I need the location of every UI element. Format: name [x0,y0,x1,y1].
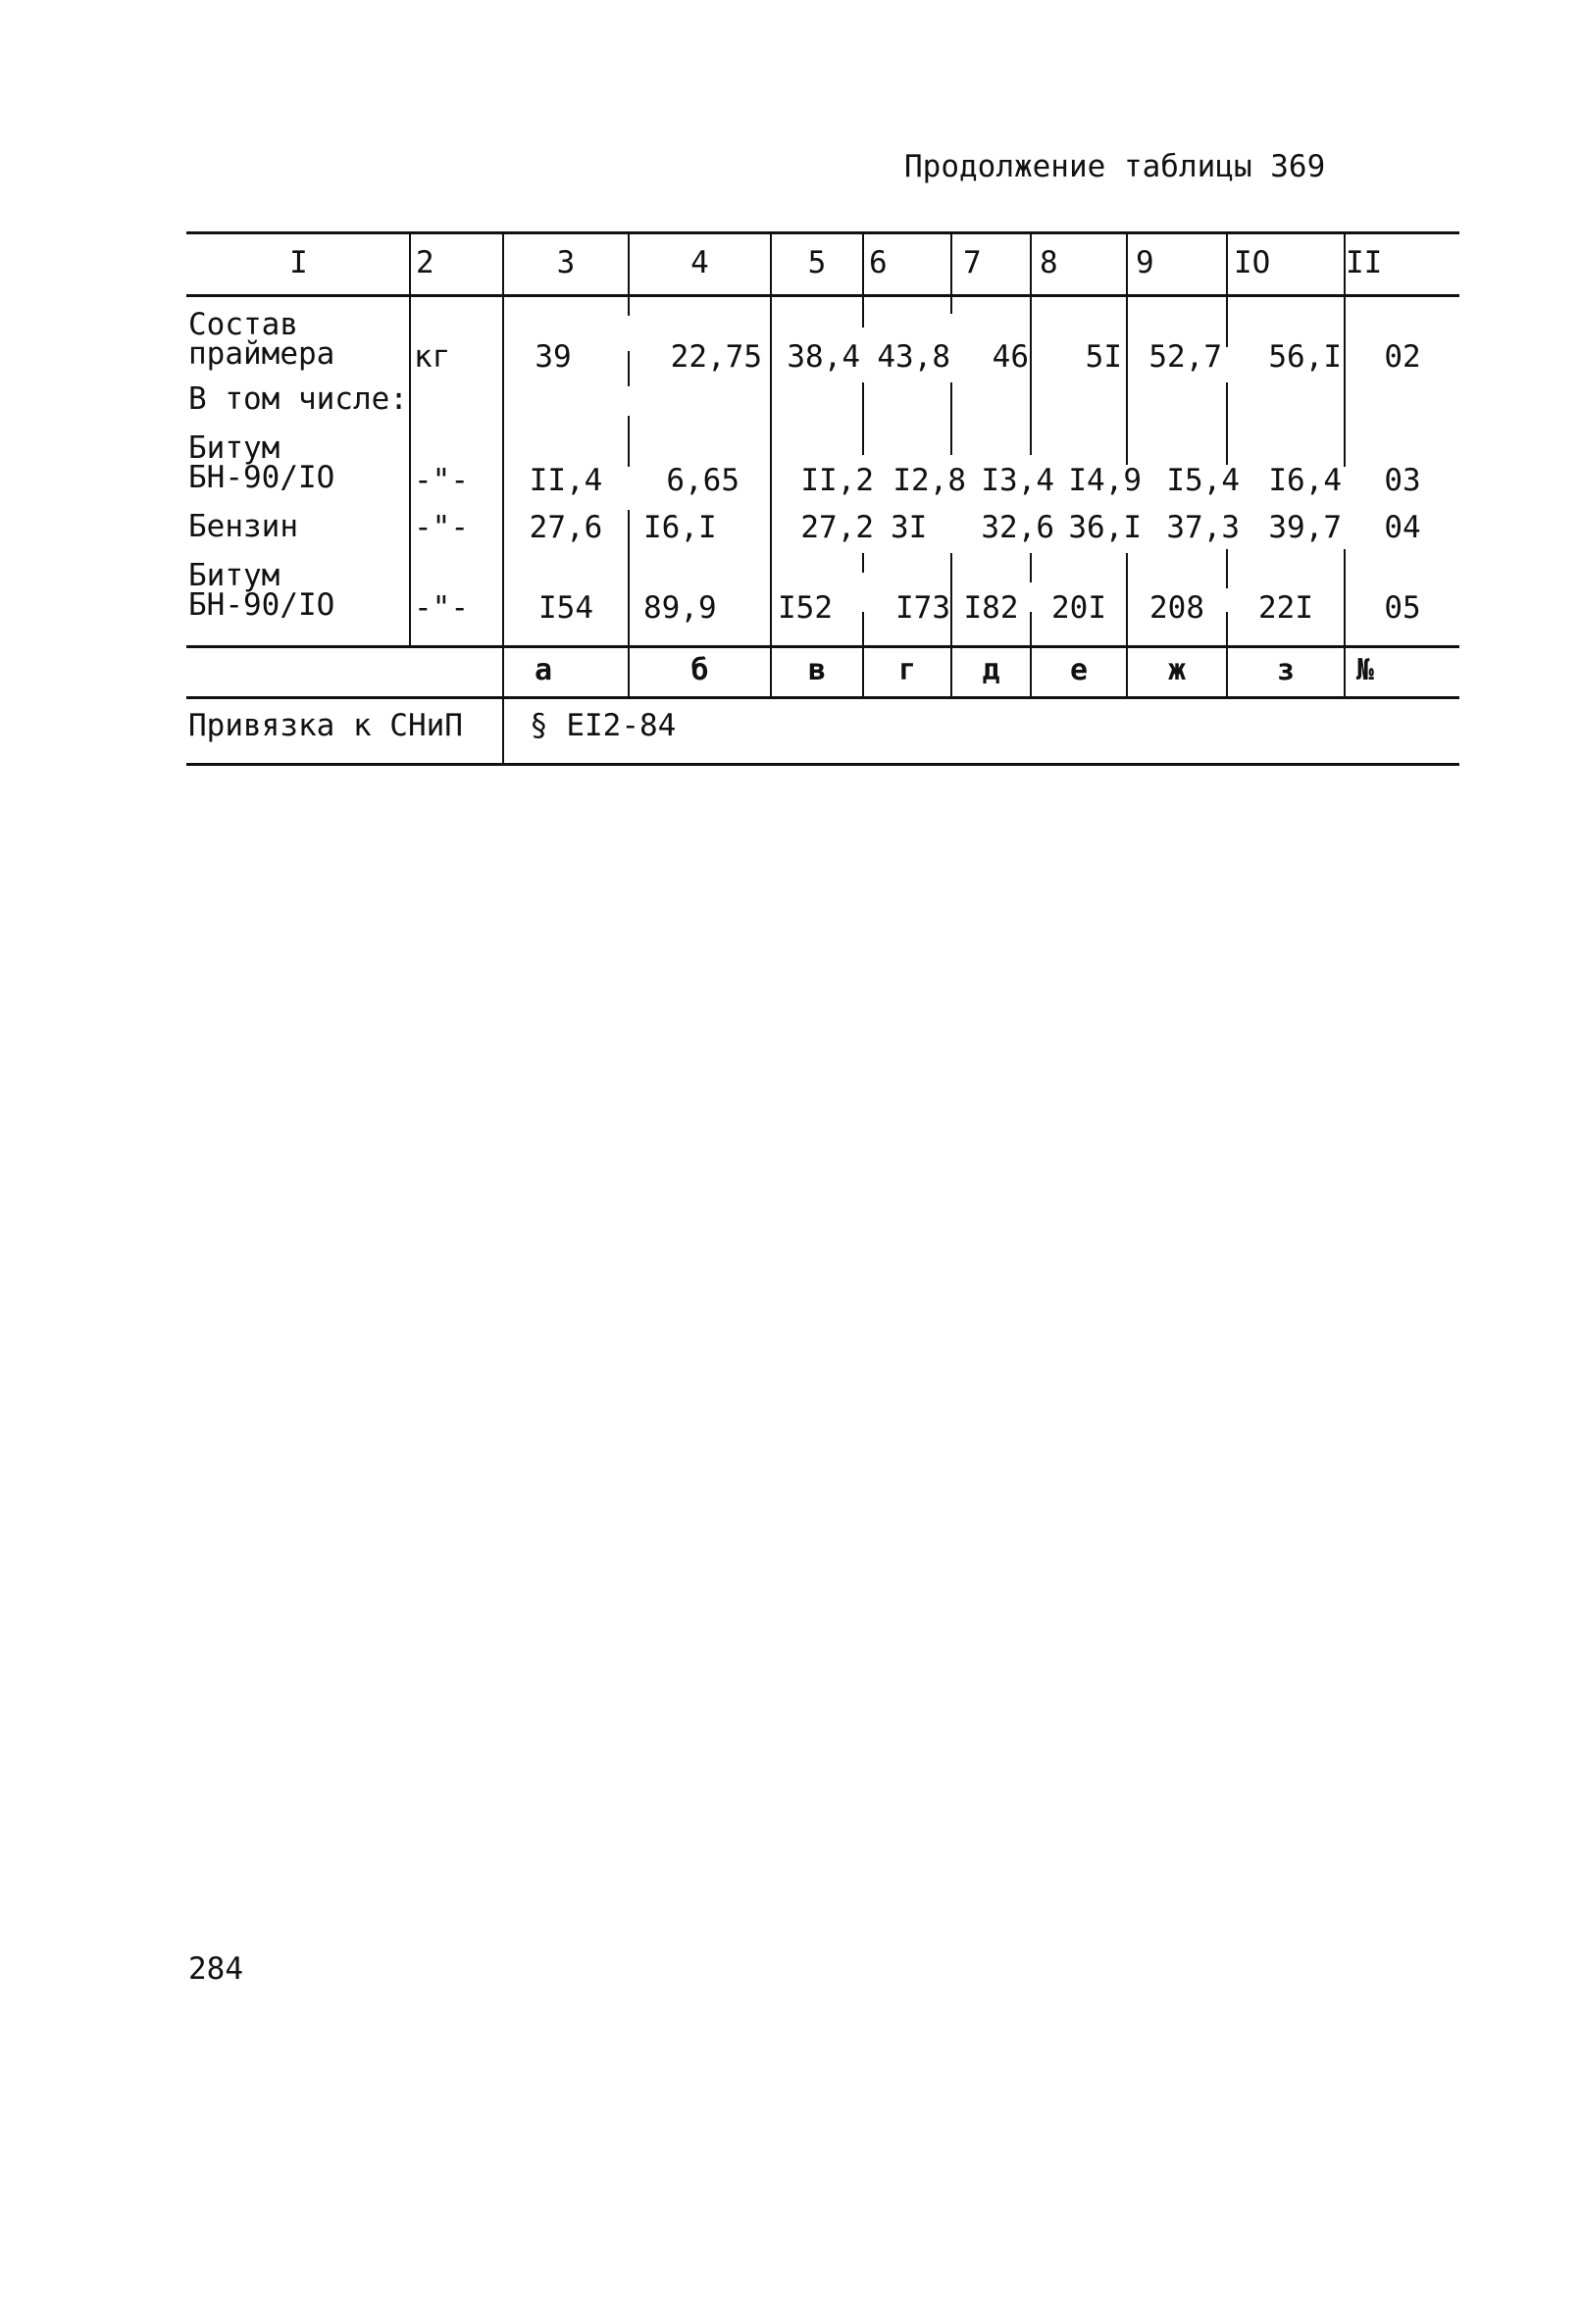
value-cell: 20I [1051,590,1106,626]
value-cell: I5,4 [1166,463,1240,498]
column-header: 9 [1136,245,1154,280]
column-header: I [289,245,308,280]
variant-letter: ж [1167,653,1187,687]
col-divider [1226,231,1228,347]
value-cell: I2,8 [892,463,966,498]
value-cell: 27,6 [529,510,603,545]
row-label: Состав праймера [188,307,335,372]
value-cell: II,2 [800,463,874,498]
letters-bottom-rule [186,696,1459,699]
row-label: В том числе: [188,381,408,417]
value-cell: 36,I [1068,510,1142,545]
variant-letter: з [1276,653,1296,687]
variant-letter: в [807,653,827,687]
col-divider [1226,382,1228,465]
variant-letter: е [1069,653,1089,687]
col-divider [950,231,952,314]
variant-letter: б [690,653,709,687]
value-cell: 32,6 [981,510,1054,545]
column-header: 8 [1040,245,1058,280]
header-bottom-rule [186,294,1459,297]
unit-cell: -"- [414,463,469,498]
value-cell: 5I [1085,339,1122,375]
row-label: Битум БН-90/IO [188,558,335,623]
value-cell: 52,7 [1148,339,1222,375]
col-divider [628,416,630,467]
value-cell: I3,4 [981,463,1054,498]
value-cell: I4,9 [1068,463,1142,498]
unit-cell: -"- [414,590,469,626]
unit-cell: -"- [414,510,469,545]
value-cell: 38,4 [787,339,860,375]
value-cell: 6,65 [666,463,740,498]
column-header: 6 [869,245,888,280]
row-label: Битум БН-90/IO [188,430,335,495]
col-divider [950,382,952,455]
page-heading: Продолжение таблицы 369 [904,149,1326,184]
value-cell: 37,3 [1166,510,1240,545]
value-cell: I54 [538,590,593,626]
column-header: IO [1234,245,1271,280]
code-cell: 02 [1384,339,1421,375]
column-header: 2 [416,245,434,280]
value-cell: 22,75 [670,339,762,375]
variant-letter: № [1355,653,1375,687]
value-cell: 3I [891,510,928,545]
value-cell: 39,7 [1268,510,1342,545]
value-cell: I52 [778,590,833,626]
code-cell: 03 [1384,463,1421,498]
code-cell: 04 [1384,510,1421,545]
value-cell: 27,2 [800,510,874,545]
binding-label: Привязка к СНиП [188,708,463,743]
variant-letter: г [897,653,917,687]
row-label: Бензин [188,509,298,544]
value-cell: I6,I [643,510,717,545]
value-cell: I6,4 [1268,463,1342,498]
binding-value: § ЕI2-84 [530,708,677,743]
value-cell: 22I [1258,590,1313,626]
col-divider [628,510,630,667]
col-divider [409,231,411,647]
value-cell: 39 [535,339,572,375]
variant-letter: а [534,653,553,687]
value-cell: 208 [1149,590,1204,626]
unit-cell: кг [414,339,451,375]
value-cell: II,4 [529,463,603,498]
variant-letter: д [982,653,1000,687]
column-header: 7 [963,245,982,280]
value-cell: 56,I [1268,339,1342,375]
code-cell: 05 [1384,590,1421,626]
column-header: II [1346,245,1383,280]
value-cell: 89,9 [643,590,717,626]
value-cell: 43,8 [877,339,950,375]
value-cell: I82 [963,590,1019,626]
col-divider [862,553,864,573]
col-divider [862,231,864,328]
table-top-rule [186,231,1459,234]
binding-divider [502,698,504,765]
column-header: 4 [690,245,709,280]
column-header: 3 [556,245,576,280]
value-cell: I73 [895,590,950,626]
page-number: 284 [188,1951,243,1987]
col-divider [1226,549,1228,588]
value-cell: 46 [992,339,1029,375]
col-divider [1030,553,1032,582]
column-header: 5 [807,245,827,280]
col-divider [862,382,864,455]
table-bottom-rule [186,763,1459,766]
letters-top-rule [186,645,1459,648]
